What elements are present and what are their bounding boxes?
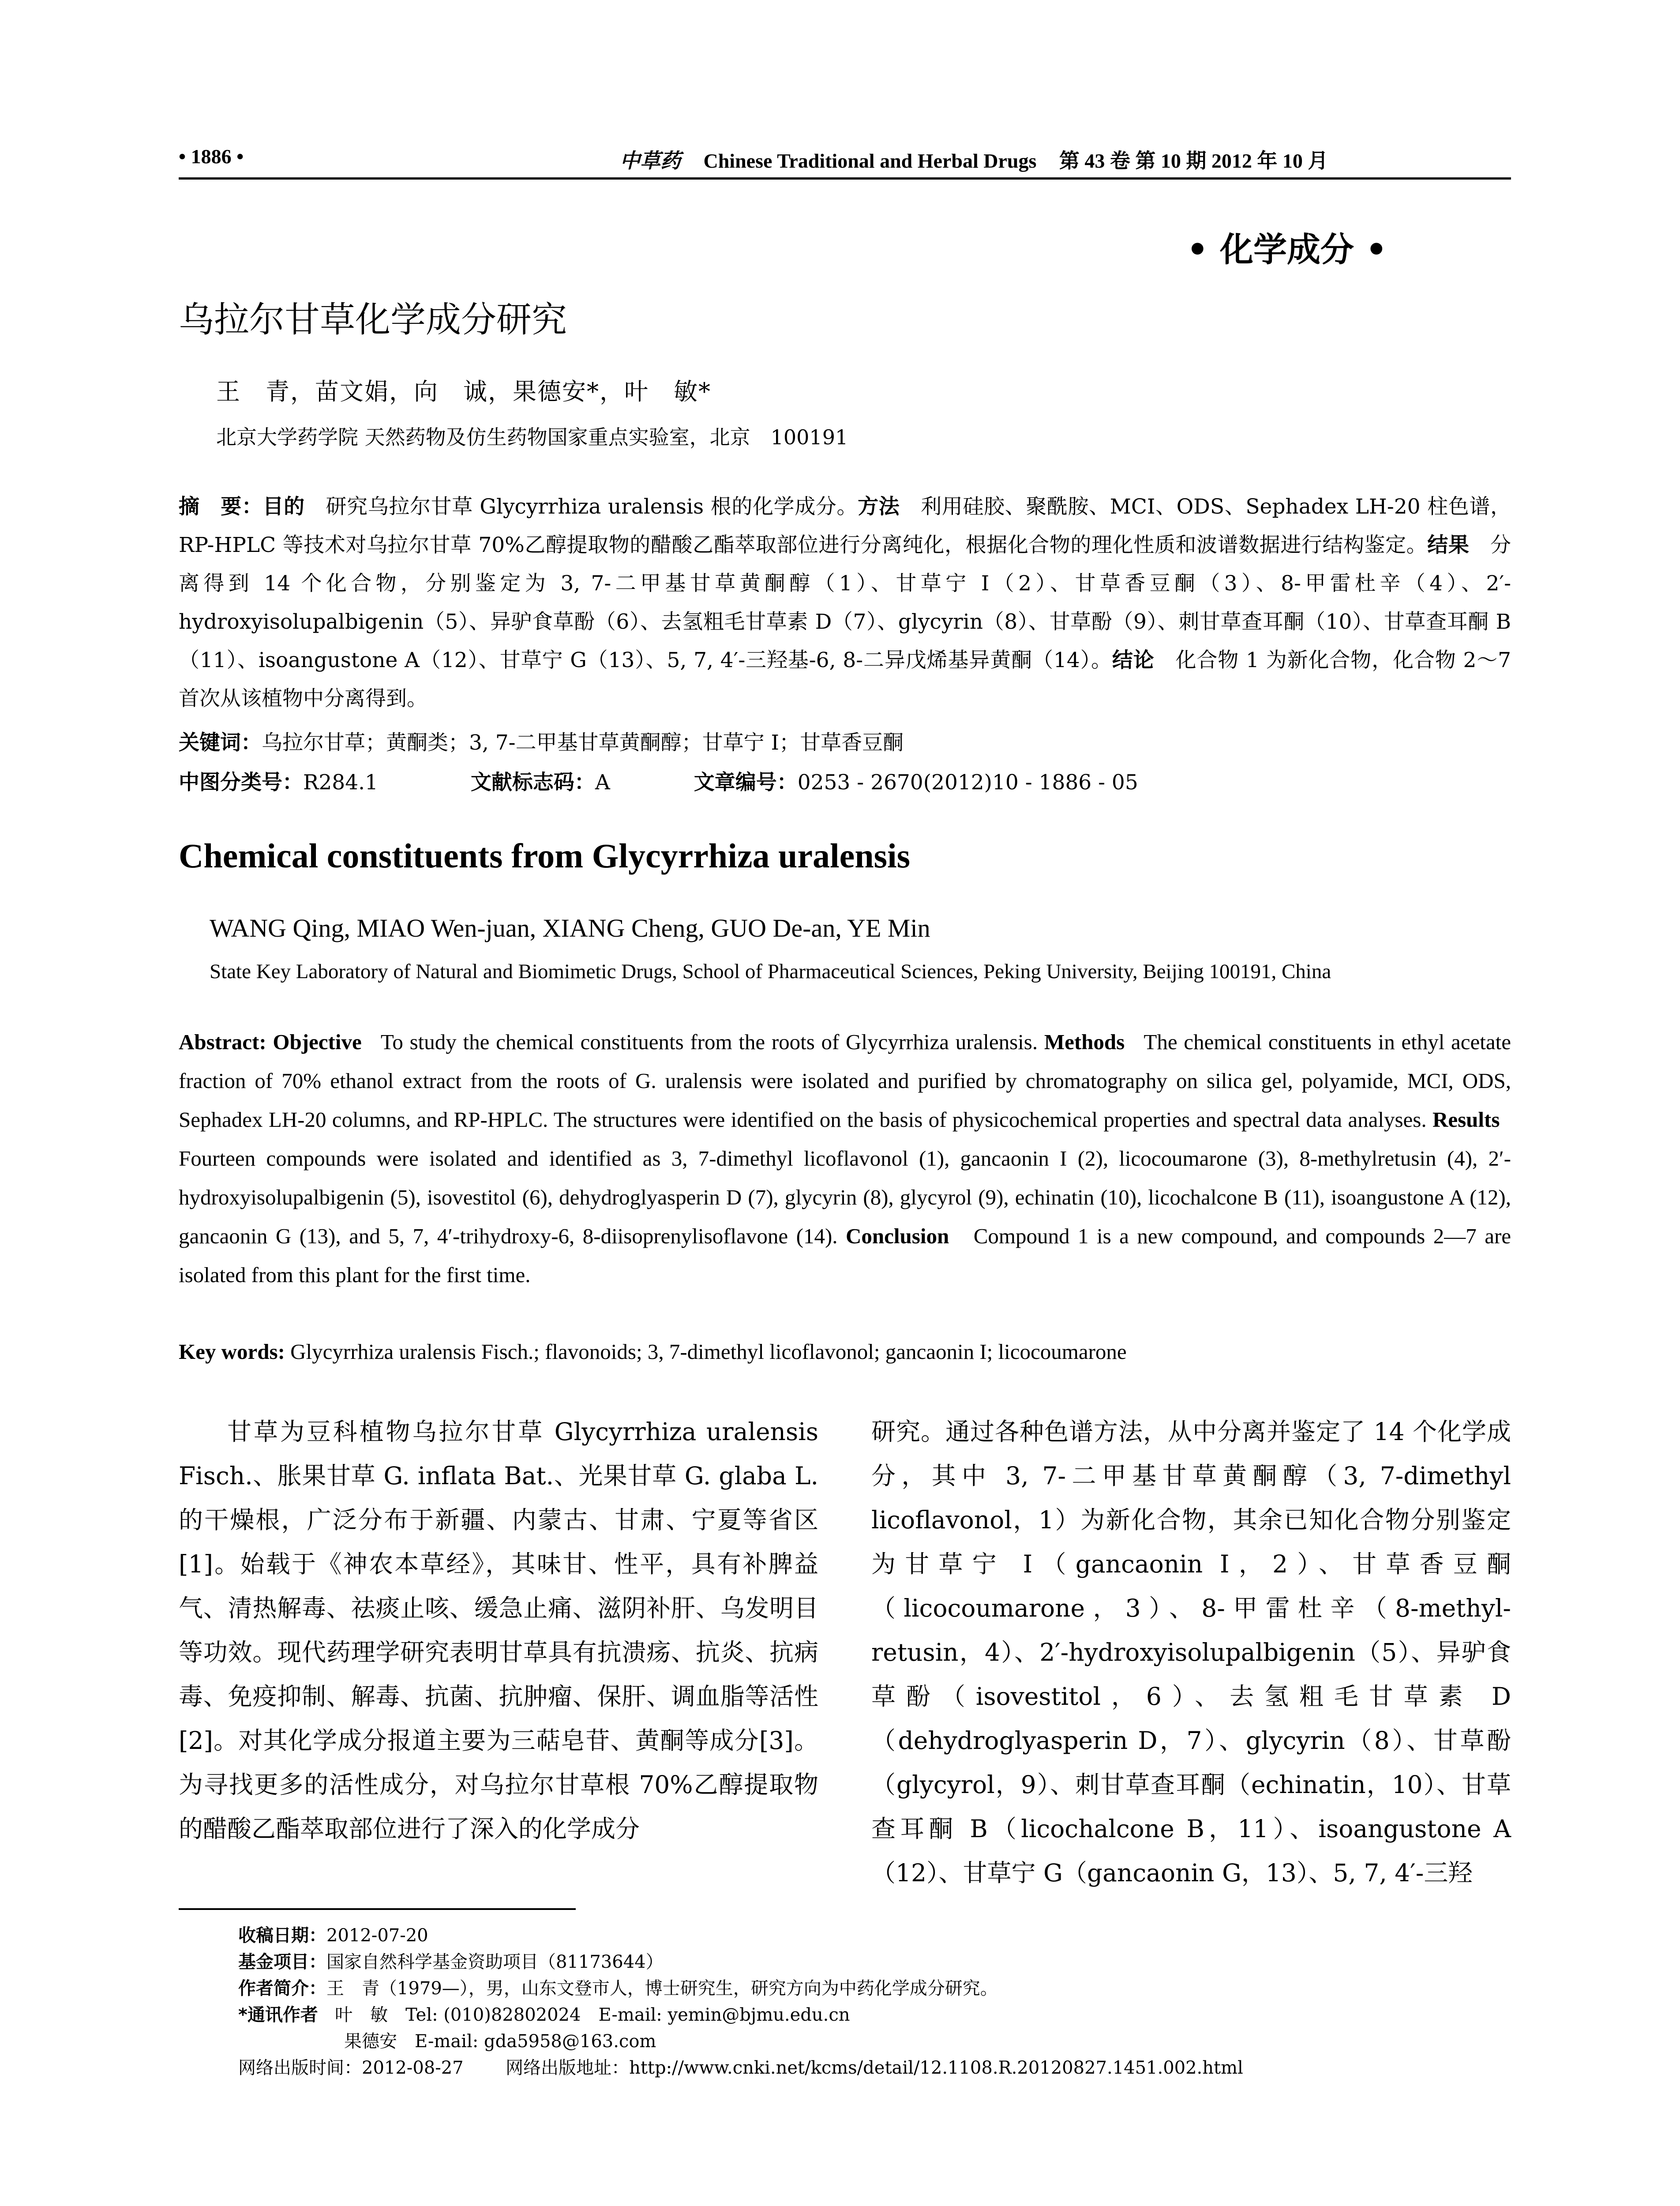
- methods-label-cn: 方法: [858, 495, 900, 519]
- methods-text-en: The chemical constituents in ethyl acetate fraction of 70% ethanol extract from the roots of G. uralensis were isolated and purified by chromatography on silica gel, polyamide, MCI, ODS, Sephadex LH-20 columns, and RP-HPLC. The structures were identified on the basis of physicochemical properties and spectral data analyses.: [179, 1030, 1511, 1132]
- online-url[interactable]: http://www.cnki.net/kcms/detail/12.1108.R.20120827.1451.002.html: [629, 2058, 1243, 2078]
- article-title-cn: 乌拉尔甘草化学成分研究: [179, 299, 567, 340]
- journal-issue: 第 43 卷 第 10 期 2012 年 10 月: [1059, 150, 1328, 172]
- body-column-left: [179, 1410, 818, 1851]
- doc-code-label: 文献标志码：: [470, 770, 595, 795]
- journal-info: [620, 145, 1328, 174]
- footnote-fund: [238, 1948, 664, 1973]
- results-label-cn: 结果: [1427, 533, 1470, 557]
- clc-value: R284.1: [303, 770, 378, 795]
- keywords-label-en: Key words:: [179, 1339, 285, 1364]
- body-column-right: [871, 1410, 1511, 1895]
- results-text-en: Fourteen compounds were isolated and identified as 3, 7-dimethyl licoflavonol (1), gancaonin I (2), licocoumarone (3), 8-methylretusin (4), 2′-hydroxyisolupalbigenin (5), isovestitol (6), dehydroglyasperin D (7), glycyrin (8), glycyrol (9), echinatin (10), licochalcone B (11), isoangustone A (12), gancaonin G (13), and 5, 7, 4′-trihydroxy-6, 8-diisoprenylisoflavone (14).: [179, 1146, 1511, 1248]
- conclusion-label-en: Conclusion: [846, 1224, 949, 1248]
- corresponding-author-2: 果德安 E-mail: gda5958@163.com: [344, 2031, 656, 2052]
- received-label: 收稿日期：: [238, 1925, 326, 1946]
- footnote-rule: [179, 1908, 576, 1910]
- objective-label-cn: 目的: [262, 495, 305, 519]
- abstract-en: [179, 1023, 1511, 1294]
- authors-en: WANG Qing, MIAO Wen-juan, XIANG Cheng, GUO De-an, YE Min: [210, 914, 930, 942]
- footnote-corresponding-2: [344, 2027, 656, 2052]
- journal-name-en: Chinese Traditional and Herbal Drugs: [703, 150, 1037, 172]
- abstract-label-en: Abstract:: [179, 1030, 266, 1054]
- article-title-en: Chemical constituents from Glycyrrhiza uralensis: [179, 837, 911, 875]
- header-rule: [179, 177, 1511, 180]
- article-id-label: 文章编号：: [694, 770, 798, 795]
- body-paragraph: 甘草为豆科植物乌拉尔甘草 Glycyrrhiza uralensis Fisch.、胀果甘草 G. inflata Bat.、光果甘草 G. glaba L. 的干燥根，广泛分布于新疆、内蒙古、甘肃、宁夏等省区[1]。始载于《神农本草经》，其味甘、性平，具有补脾益气、清热解毒、祛痰止咳、缓急止痛、滋阴补肝、乌发明目等功效。现代药理学研究表明甘草具有抗溃疡、抗炎、抗病毒、免疫抑制、解毒、抗菌、抗肿瘤、保肝、调血脂等活性[2]。对其化学成分报道主要为三萜皂苷、黄酮等成分[3]。为寻找更多的活性成分，对乌拉尔甘草根 70%乙醇提取物的醋酸乙酯萃取部位进行了深入的化学成分: [179, 1418, 818, 1843]
- keywords-en: [179, 1339, 1511, 1364]
- classification-line: [179, 763, 1511, 802]
- online-date-label: 网络出版时间：: [238, 2058, 362, 2078]
- abstract-label-cn: 摘 要：: [179, 495, 263, 519]
- affiliation-cn: 北京大学药学院 天然药物及仿生药物国家重点实验室，北京 100191: [216, 425, 848, 449]
- section-tag: • 化学成分 •: [1187, 230, 1388, 269]
- fund-text: 国家自然科学基金资助项目（81173644）: [326, 1952, 664, 1972]
- objective-label-en: Objective: [273, 1030, 362, 1054]
- fund-label: 基金项目：: [238, 1952, 326, 1972]
- abstract-cn: [179, 488, 1511, 718]
- results-label-en: Results: [1432, 1107, 1500, 1132]
- article-id-value: 0253 - 2670(2012)10 - 1886 - 05: [797, 770, 1138, 795]
- footnote-online: [238, 2054, 1243, 2079]
- footnote-bio: [238, 1974, 998, 2000]
- keywords-label-cn: 关键词：: [179, 731, 262, 755]
- keywords-text-en: Glycyrrhiza uralensis Fisch.; flavonoids; 3, 7-dimethyl licoflavonol; gancaonin I; licocoumarone: [290, 1339, 1127, 1364]
- objective-text-cn: 研究乌拉尔甘草 Glycyrrhiza uralensis 根的化学成分。: [326, 495, 858, 519]
- body-paragraph: 研究。通过各种色谱方法，从中分离并鉴定了 14 个化学成分，其中 3, 7-二甲基甘草黄酮醇（3, 7-dimethyl licoflavonol，1）为新化合物，其余已知化合物分别鉴定为甘草宁 I（gancaonin I，2）、甘草香豆酮（licocoumarone，3）、8-甲雷杜辛（8-methyl-retusin，4）、2′-hydroxyisolupalbigenin（5）、异驴食草酚（isovestitol，6）、去氢粗毛甘草素 D（dehydroglyasperin D，7）、glycyrin（8）、甘草酚（glycyrol，9）、刺甘草查耳酮（echinatin，10）、甘草查耳酮 B（licochalcone B，11）、isoangustone A（12）、甘草宁 G（gancaonin G，13）、5, 7, 4′-三羟: [871, 1418, 1511, 1887]
- footnote-corresponding: [238, 2001, 850, 2026]
- online-url-label: 网络出版地址：: [506, 2058, 630, 2078]
- journal-name-cn: 中草药: [620, 150, 681, 172]
- bio-label: 作者简介：: [238, 1978, 326, 1999]
- conclusion-label-cn: 结论: [1112, 648, 1155, 672]
- doc-code-value: A: [595, 770, 610, 795]
- footnote-received: [238, 1921, 428, 1947]
- methods-text-cn: 利用硅胶、聚酰胺、MCI、ODS、Sephadex LH-20 柱色谱，RP-HPLC 等技术对乌拉尔甘草 70%乙醇提取物的醋酸乙酯萃取部位进行分离纯化，根据化合物的理化性质和波谱数据进行结构鉴定。: [179, 495, 1511, 557]
- received-date: 2012-07-20: [326, 1925, 428, 1946]
- results-text-cn: 分离得到 14 个化合物，分别鉴定为 3, 7-二甲基甘草黄酮醇（1）、甘草宁 I（2）、甘草香豆酮（3）、8-甲雷杜辛（4）、2′-hydroxyisolupalbigenin（5）、异驴食草酚（6）、去氢粗毛甘草素 D（7）、glycyrin（8）、甘草酚（9）、刺甘草查耳酮（10）、甘草查耳酮 B（11）、isoangustone A（12）、甘草宁 G（13）、5, 7, 4′-三羟基-6, 8-二异戊烯基异黄酮（14）。: [179, 533, 1511, 672]
- methods-label-en: Methods: [1044, 1030, 1125, 1054]
- clc-label: 中图分类号：: [179, 770, 303, 795]
- keywords-cn: [179, 724, 1511, 762]
- page-number: • 1886 •: [179, 145, 244, 168]
- objective-text-en: To study the chemical constituents from the roots of Glycyrrhiza uralensis.: [380, 1030, 1038, 1054]
- affiliation-en: State Key Laboratory of Natural and Biomimetic Drugs, School of Pharmaceutical Sciences, Peking University, Beijing 100191, China: [210, 960, 1331, 983]
- running-header: [179, 140, 1511, 176]
- online-date: 2012-08-27: [362, 2058, 464, 2078]
- conclusion-text-cn: 化合物 1 为新化合物，化合物 2～7 首次从该植物中分离得到。: [179, 648, 1511, 711]
- corresponding-author-1: 叶 敏 Tel: (010)82802024 E-mail: yemin@bjmu.edu.cn: [335, 2005, 850, 2025]
- bio-text: 王 青（1979—），男，山东文登市人，博士研究生，研究方向为中药化学成分研究。: [326, 1978, 998, 1999]
- authors-cn: 王 青，苗文娟，向 诚，果德安*，叶 敏*: [216, 378, 711, 405]
- conclusion-text-en: Compound 1 is a new compound, and compounds 2—7 are isolated from this plant for the first time.: [179, 1224, 1511, 1287]
- keywords-text-cn: 乌拉尔甘草；黄酮类；3, 7-二甲基甘草黄酮醇；甘草宁 I；甘草香豆酮: [262, 731, 904, 755]
- corresponding-label: *通讯作者: [238, 2005, 318, 2025]
